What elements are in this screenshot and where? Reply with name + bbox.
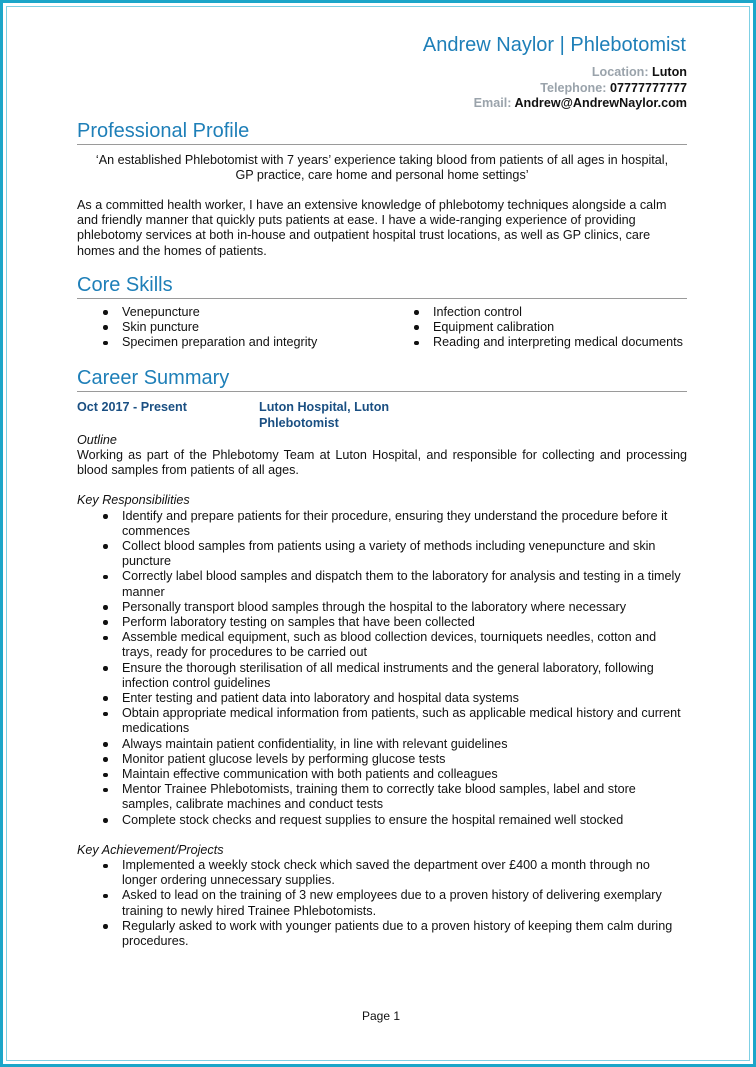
job-location: Luton Hospital, Luton [259, 400, 390, 415]
profile-quote: ‘An established Phlebotomist with 7 years’ experience taking blood from patients of all ages in hospital, GP practice, care home and personal home settings’ [95, 152, 669, 182]
responsibility-item: Monitor patient glucose levels by performing glucose tests [77, 752, 687, 767]
job-dates: Oct 2017 - Present [77, 400, 187, 415]
responsibility-item: Enter testing and patient data into laboratory and hospital data systems [77, 691, 687, 706]
profile-heading: Professional Profile [77, 119, 687, 145]
telephone-label: Telephone: [540, 80, 607, 95]
outline-text: Working as part of the Phlebotomy Team at Luton Hospital, and responsible for collecting and processing blood samples from patients of all ages. [77, 447, 687, 478]
contact-email [77, 96, 687, 112]
telephone-value: 07777777777 [609, 80, 687, 95]
resume-content [77, 31, 687, 949]
page-number: Page 1 [361, 1009, 401, 1023]
skill-item: Infection control [388, 305, 687, 320]
skill-item: Equipment calibration [388, 320, 687, 335]
responsibility-item: Maintain effective communication with both patients and colleagues [77, 767, 687, 782]
skill-item: Venepuncture [77, 305, 388, 320]
job-employer [259, 400, 419, 430]
skills-list [77, 305, 687, 351]
skill-item: Reading and interpreting medical documents [388, 335, 687, 350]
responsibility-item: Identify and prepare patients for their procedure, ensuring they understand the procedure before it commences [77, 509, 687, 539]
responsibility-item: Collect blood samples from patients using a variety of methods including venepuncture and skin puncture [77, 539, 687, 569]
achievement-item: Asked to lead on the training of 3 new employees due to a proven history of delivering exemplary training to newly hired Trainee Phlebotomists. [77, 888, 687, 918]
responsibility-item: Complete stock checks and request supplies to ensure the hospital remained well stocked [77, 813, 687, 828]
skills-column-right [388, 305, 687, 351]
email-value[interactable]: Andrew@AndrewNaylor.com [514, 96, 687, 110]
location-value: Luton [652, 65, 687, 79]
responsibilities-list [77, 509, 687, 828]
responsibility-item: Mentor Trainee Phlebotomists, training them to correctly take blood samples, label and store samples, calibrate machines and conduct tests [77, 782, 687, 812]
outline-label: Outline [77, 432, 117, 447]
responsibility-item: Assemble medical equipment, such as blood collection devices, tourniquets needles, cotton and trays, ready for procedures to be carried out [77, 630, 687, 660]
job-header [77, 400, 687, 430]
career-heading: Career Summary [77, 366, 687, 392]
achievement-item: Regularly asked to work with younger patients due to a proven history of keeping them calm during procedures. [77, 919, 687, 949]
responsibility-item: Obtain appropriate medical information from patients, such as applicable medical history and current medications [77, 706, 687, 736]
achievements-label: Key Achievement/Projects [77, 842, 224, 857]
profile-paragraph: As a committed health worker, I have an extensive knowledge of phlebotomy techniques alongside a calm and friendly manner that quickly puts patients at ease. I have a wide-ranging experience of providing phlebotomy services at both in-house and outpatient hospital trust locations, as well as GP clinics, care homes and the homes of patients. [77, 197, 667, 258]
contact-telephone [77, 81, 687, 97]
skills-heading: Core Skills [77, 273, 687, 299]
responsibility-item: Correctly label blood samples and dispatch them to the laboratory for analysis and testing in a timely manner [77, 569, 687, 599]
skills-column-left [77, 305, 388, 351]
responsibility-item: Personally transport blood samples through the hospital to the laboratory where necessary [77, 600, 687, 615]
job-role: Phlebotomist [259, 415, 339, 430]
candidate-name: Andrew Naylor | Phlebotomist [422, 34, 686, 56]
achievement-item: Implemented a weekly stock check which saved the department over £400 a month through no longer ordering unnecessary supplies. [77, 858, 687, 888]
responsibility-item: Ensure the thorough sterilisation of all medical instruments and the general laboratory, following infection control guidelines [77, 661, 687, 691]
responsibility-item: Perform laboratory testing on samples that have been collected [77, 615, 687, 630]
achievements-list [77, 858, 687, 949]
skill-item: Skin puncture [77, 320, 388, 335]
location-label: Location: [591, 65, 649, 79]
responsibilities-label: Key Responsibilities [77, 493, 190, 508]
contact-location [77, 65, 687, 81]
responsibility-item: Always maintain patient confidentiality, in line with relevant guidelines [77, 737, 687, 752]
skill-item: Specimen preparation and integrity [77, 335, 388, 350]
email-label: Email: [473, 96, 512, 110]
